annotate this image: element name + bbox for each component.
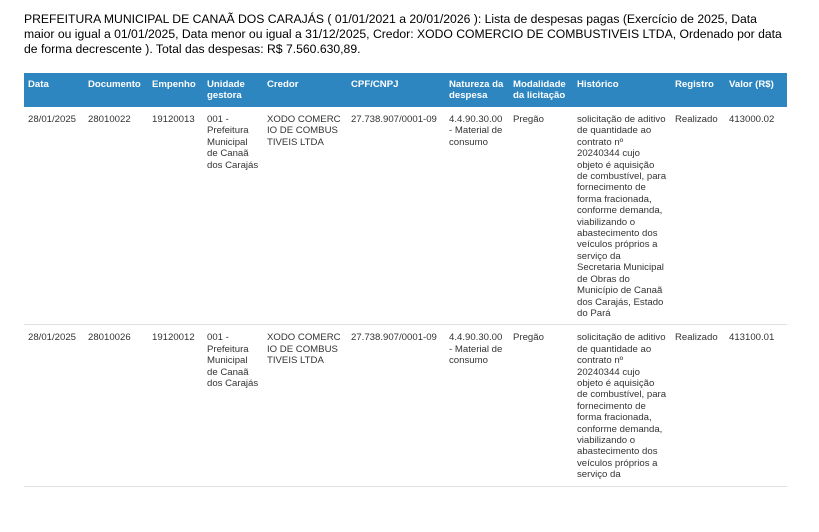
cell-empenho: 19120012 [152, 332, 195, 344]
cell-natureza: 4.4.90.30.00 - Material de consumo [449, 332, 503, 367]
cell-unidade-gestora: 001 - Prefeitura Municipal de Canaã dos Carajás [207, 332, 259, 389]
col-header-modalidade[interactable]: Modalidade da licitação [509, 73, 573, 107]
col-header-valor[interactable]: Valor (R$) [725, 73, 787, 107]
despesas-table [24, 73, 787, 487]
table-header-row [24, 73, 787, 107]
col-header-historico[interactable]: Histórico [573, 73, 671, 107]
cell-unidade-gestora: 001 - Prefeitura Municipal de Canaã dos Carajás [207, 114, 259, 171]
col-header-unidade-gestora[interactable]: Unidade gestora [203, 73, 263, 107]
cell-valor: 413000.02 [729, 114, 775, 125]
col-header-registro[interactable]: Registro [671, 73, 725, 107]
cell-modalidade: Pregão [513, 114, 544, 125]
col-header-credor[interactable]: Credor [263, 73, 347, 107]
col-header-natureza[interactable]: Natureza da despesa [445, 73, 509, 107]
col-header-documento[interactable]: Documento [84, 73, 148, 107]
col-header-cpf-cnpj[interactable]: CPF/CNPJ [347, 73, 445, 107]
cell-credor: XODO COMERCIO DE COMBUSTIVEIS LTDA [267, 114, 341, 148]
cell-cpf-cnpj: 27.738.907/0001-09 [351, 114, 437, 125]
cell-cpf-cnpj: 27.738.907/0001-09 [351, 332, 437, 344]
table-row [24, 325, 787, 486]
cell-historico: solicitação de aditivo de quantidade ao contrato nº 20240344 cujo objeto é aquisição de combustível, para fornecimento de forma fracionada, conforme demanda, viabilizando o abastecimento dos veículos próprios a serviço da Secretaria Municipal de Obras do Município de Canaã dos Carajás, Estado do Pará [577, 114, 667, 319]
cell-modalidade: Pregão [513, 332, 544, 344]
table-row [24, 107, 787, 325]
cell-empenho: 19120013 [152, 114, 195, 125]
col-header-empenho[interactable]: Empenho [148, 73, 203, 107]
cell-registro: Realizado [675, 114, 718, 125]
cell-valor: 413100.01 [729, 332, 775, 344]
cell-documento: 28010022 [88, 114, 131, 125]
report-title: PREFEITURA MUNICIPAL DE CANAÃ DOS CARAJÁS ( 01/01/2021 a 20/01/2026 ): Lista de despesas pagas (Exercício de 2025, Data maior ou igual a 01/01/2025, Data menor ou igual a 31/12/2025, Credor: XODO COMERCIO DE COMBUSTIVEIS LTDA, Ordenado por data de forma decrescente ). Total das despesas: R$ 7.560.630,89. [24, 12, 782, 56]
cell-credor: XODO COMERCIO DE COMBUSTIVEIS LTDA [267, 332, 341, 367]
col-header-data[interactable]: Data [24, 73, 84, 107]
cell-data: 28/01/2025 [28, 114, 77, 125]
cell-registro: Realizado [675, 332, 718, 344]
cell-data: 28/01/2025 [28, 332, 77, 344]
cell-documento: 28010026 [88, 332, 131, 344]
cell-historico: solicitação de aditivo de quantidade ao contrato nº 20240344 cujo objeto é aquisição de combustível, para fornecimento de forma fracionada, conforme demanda, viabilizando o abastecimento dos veículos próprios a serviço da [577, 332, 667, 481]
cell-natureza: 4.4.90.30.00 - Material de consumo [449, 114, 503, 148]
